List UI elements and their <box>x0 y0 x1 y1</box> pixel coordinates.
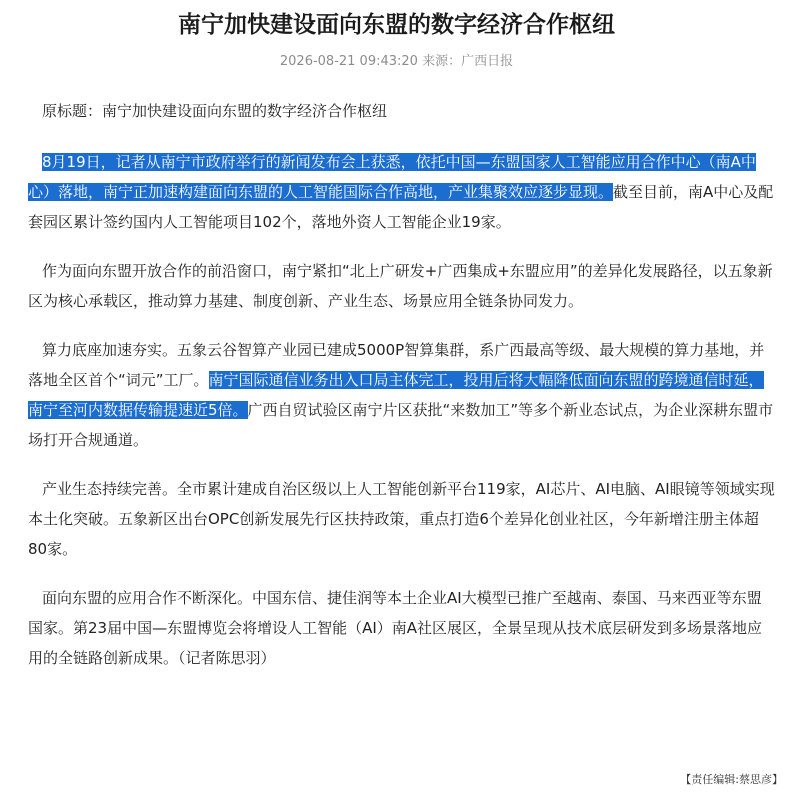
publish-datetime: 2026-08-21 09:43:20 <box>279 54 418 69</box>
source-name[interactable]: 广西日报 <box>461 54 514 69</box>
paragraph-text: 作为面向东盟开放合作的前沿窗口，南宁紧扣“北上广研发+广西集成+东盟应用”的差异化发展路径，以五象新区为核心承载区，推动算力基建、制度创新、产业生态、场景应用全链条协同发力。 <box>28 262 773 310</box>
paragraph-2 <box>28 256 776 316</box>
source-prefix: 来源： <box>422 54 462 69</box>
article-body <box>28 96 776 692</box>
paragraph-4 <box>28 474 776 564</box>
selected-text[interactable]: 8月19日，记者从南宁市政府举行的新闻发布会上获悉，依托中国—东盟国家人工智能应用合作中心（南A中心）落地，南宁正加速构建面向东盟的人工智能国际合作高地，产业集聚效应逐步显现。 <box>28 153 756 201</box>
original-title-paragraph <box>28 96 776 126</box>
paragraph-text: 产业生态持续完善。全市累计建成自治区级以上人工智能创新平台119家，AI芯片、AI电脑、AI眼镜等领域实现本土化突破。五象新区出台OPC创新发展先行区扶持政策，重点打造6个差异化创业社区，今年新增注册主体超80家。 <box>28 480 775 558</box>
responsible-editor: 【责任编辑:蔡思彦】 <box>680 773 783 786</box>
paragraph-text: 原标题：南宁加快建设面向东盟的数字经济合作枢纽 <box>42 102 388 120</box>
paragraph-3 <box>28 335 776 455</box>
paragraph-text: 面向东盟的应用合作不断深化。中国东信、捷佳润等本土企业AI大模型已推广至越南、泰国、马来西亚等东盟国家。第23届中国—东盟博览会将增设人工智能（AI）南A社区展区，全景呈现从技术底层研发到多场景落地应用的全链路创新成果。（记者陈思羽） <box>28 589 763 667</box>
selected-text[interactable]: 南宁国际通信业务出入口局主体完工，投用后将大幅降低面向东盟的跨境通信时延，南宁至河内数据传输提速近5倍。 <box>28 371 764 419</box>
paragraph-text: 截至目前，南A中心及配套园区累计签约国内人工智能项目102个，落地外资人工智能企业19家。 <box>28 183 774 231</box>
article-title: 南宁加快建设面向东盟的数字经济合作枢纽 <box>178 12 615 38</box>
paragraph-5 <box>28 583 776 673</box>
paragraph-text: 算力底座加速夯实。五象云谷智算产业园已建成5000P智算集群，系广西最高等级、最大规模的算力基地，并落地全区首个“词元”工厂。 <box>28 341 765 389</box>
paragraph-1 <box>28 147 776 237</box>
article-meta <box>0 52 793 72</box>
paragraph-text: 广西自贸试验区南宁片区获批“来数加工”等多个新业态试点，为企业深耕东盟市场打开合规通道。 <box>28 401 774 449</box>
